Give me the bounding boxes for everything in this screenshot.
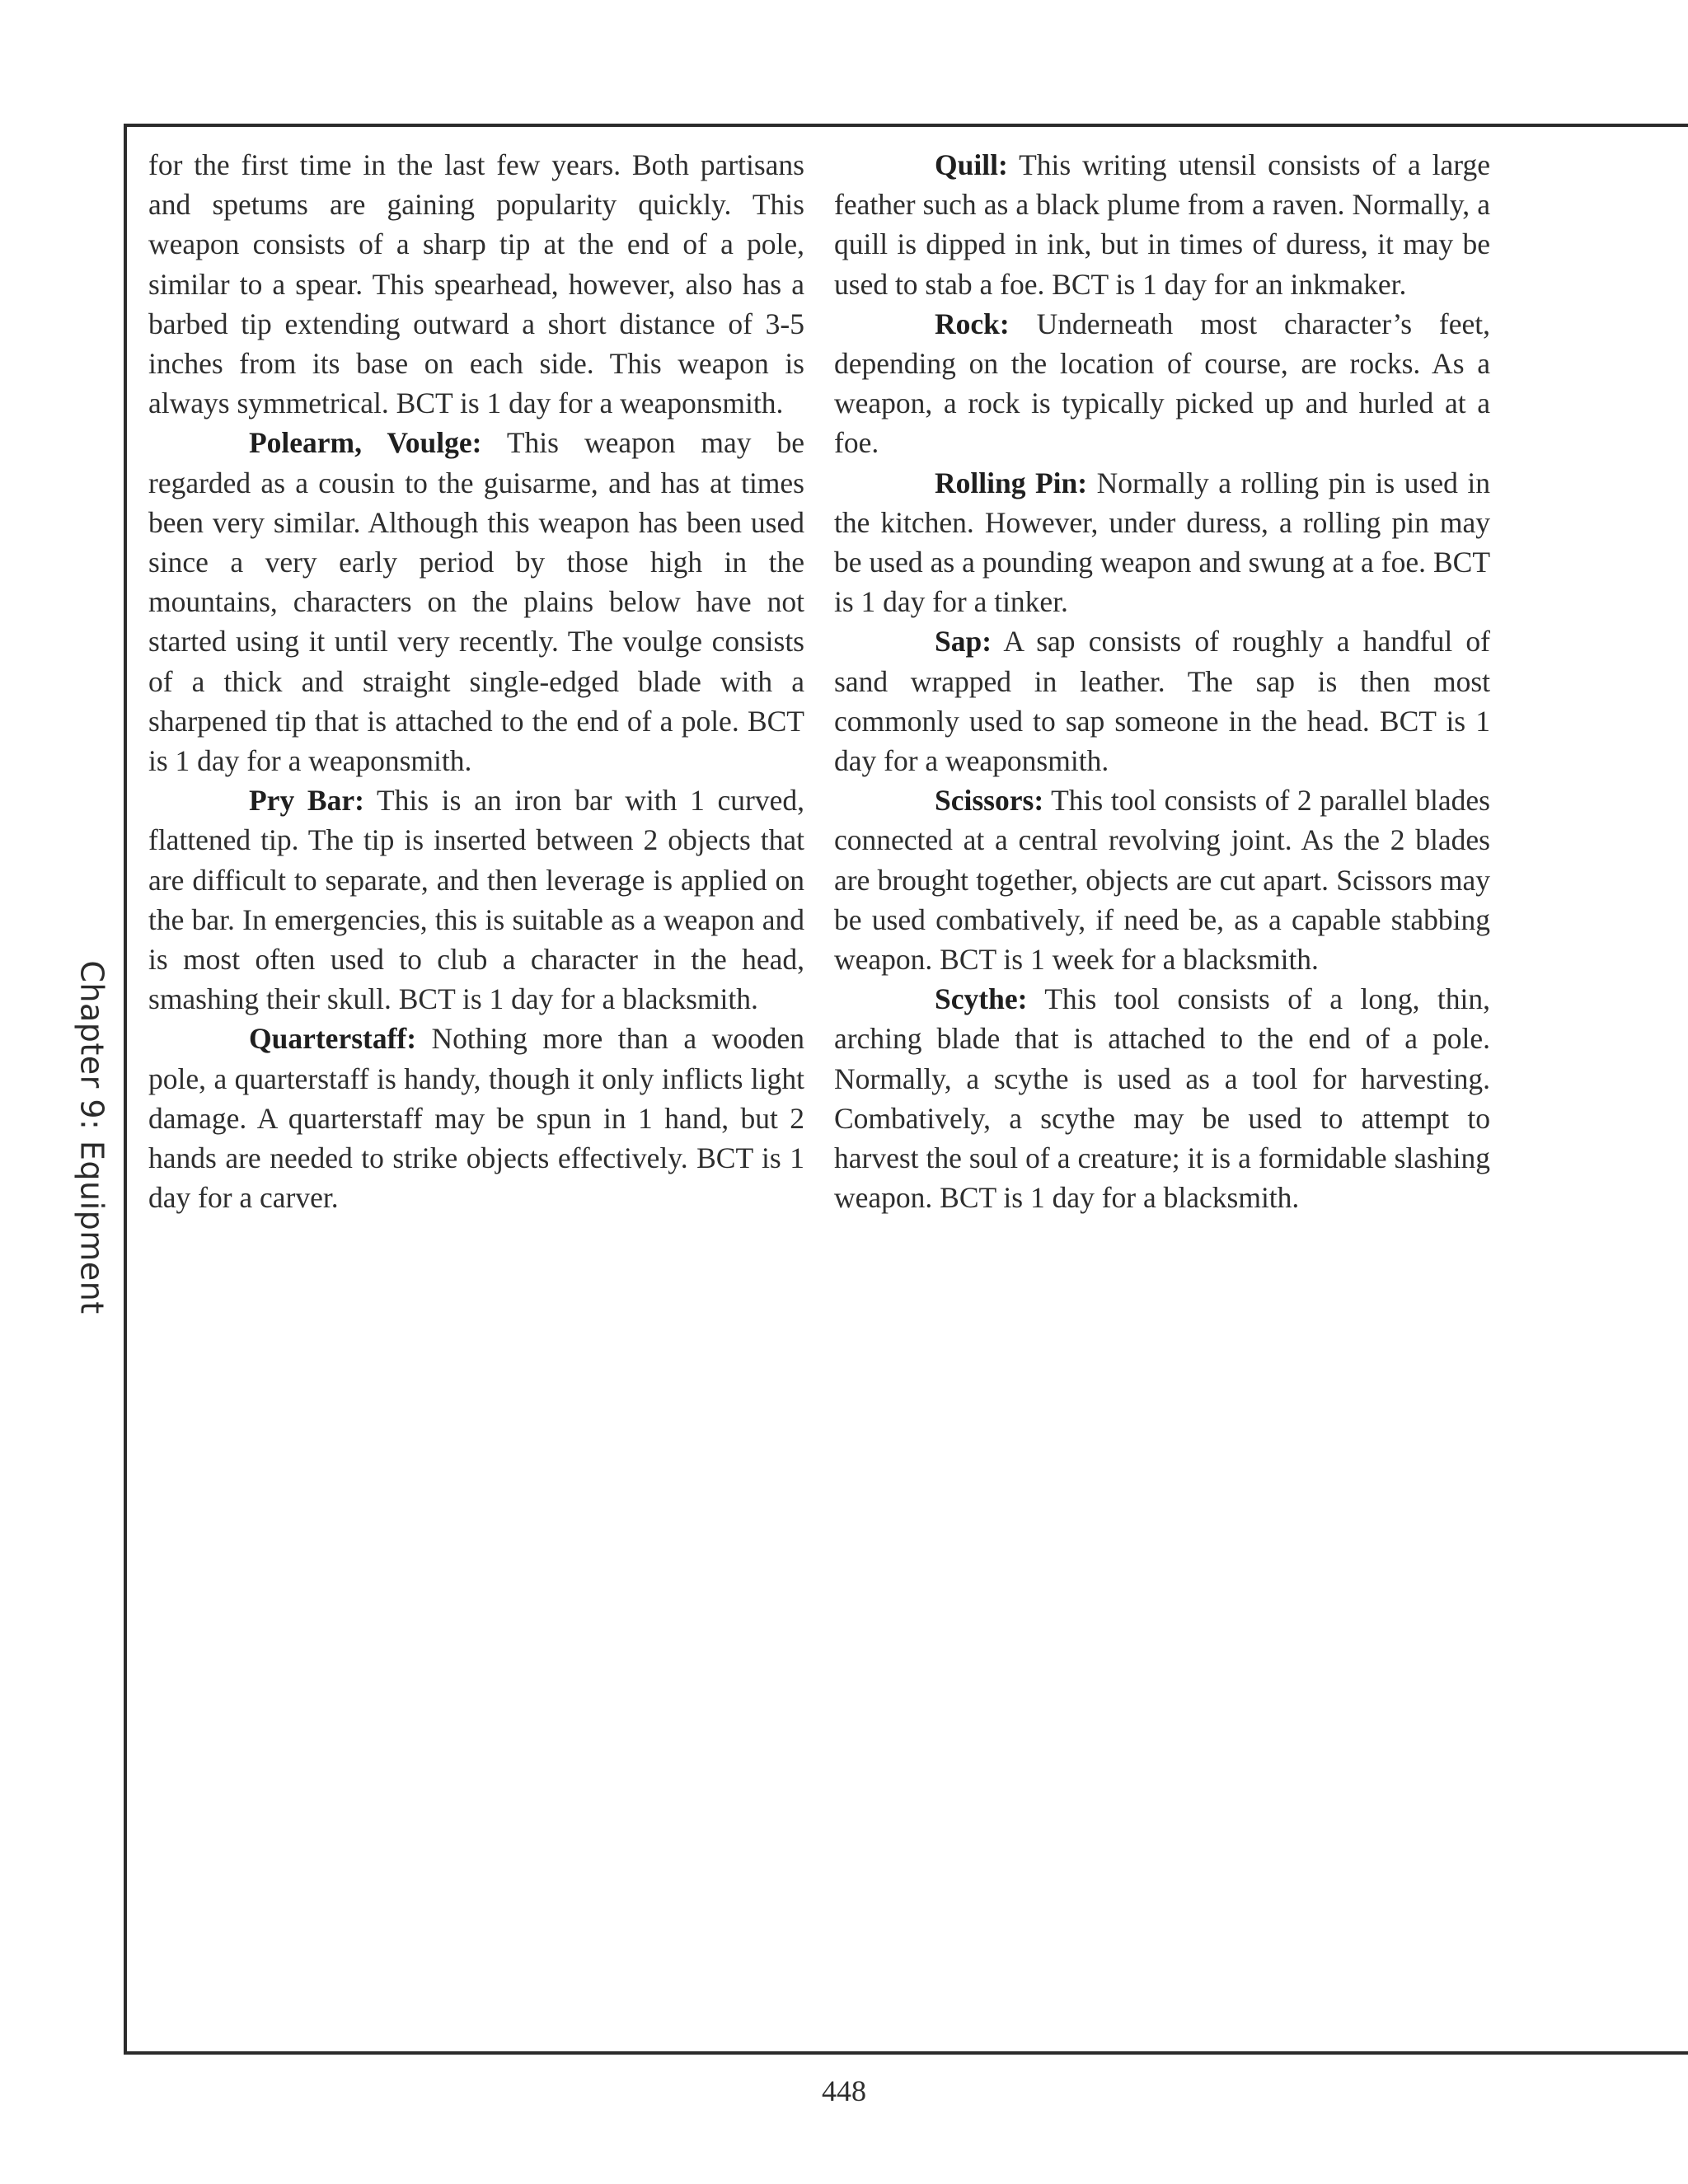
right-column [834, 145, 1490, 1217]
entry-term: Quarterstaff: [249, 1022, 417, 1056]
entry-rock [834, 304, 1490, 463]
chapter-tab [74, 915, 110, 1360]
entry-polearm-voulge [148, 423, 804, 780]
entry-sap [834, 621, 1490, 780]
entry-pry-bar [148, 780, 804, 1019]
entry-text: Normally a rolling pin is used in the kitchen. However, under duress, a rolling pin may be used as a pounding weapon and swung at a foe. BCT is 1 day for a tinker. [834, 466, 1490, 619]
entry-text: This tool consists of 2 parallel blades connected at a central revolving joint. As the 2 blades are brought together, objects are cut apart. Scissors may be used combatively, if need be, as a capable stabbing weapon. BCT is 1 week for a blacksmith. [834, 784, 1490, 977]
entry-text: This writing utensil consists of a large feather such as a black plume from a raven. Normally, a quill is dipped in ink, but in times of duress, it may be used to stab a foe. BCT is 1 day for an inkmaker. [834, 148, 1490, 301]
entry-scissors [834, 780, 1490, 979]
continuation-paragraph: for the first time in the last few years. Both partisans and spetums are gaining popularity quickly. This weapon consists of a sharp tip at the end of a pole, similar to a spear. This spearhead, however, also has a barbed tip extending outward a short distance of 3-5 inches from its base on each side. This weapon is always symmetrical. BCT is 1 day for a weaponsmith. [148, 148, 804, 420]
left-column [148, 145, 804, 1217]
entry-term: Polearm, Voulge: [249, 426, 482, 460]
entry-quill [834, 145, 1490, 304]
entry-scythe [834, 979, 1490, 1217]
entry-text: Underneath most character’s feet, depending on the location of course, are rocks. As a weapon, a rock is typically picked up and hurled at a foe. [834, 307, 1490, 460]
entry-term: Quill: [935, 148, 1008, 181]
page-number: 448 [822, 2074, 866, 2107]
entry-text: Nothing more than a wooden pole, a quarterstaff is handy, though it only inflicts light damage. A quarterstaff may be spun in 1 hand, but 2 hands are needed to strike objects effectively. BCT is 1 day for a carver. [148, 1022, 804, 1215]
chapter-tab-label: Chapter 9: Equipment [74, 960, 110, 1315]
entry-term: Scissors: [935, 784, 1044, 818]
entry-term: Pry Bar: [249, 784, 364, 818]
entry-rolling-pin [834, 463, 1490, 622]
entry-text: This weapon may be regarded as a cousin to the guisarme, and has at times been very similar. Although this weapon has been used since a very early period by those high in the mountains, characters on the plains below have not started using it until very recently. The voulge consists of a thick and straight single-edged blade with a sharpened tip that is attached to the end of a pole. BCT is 1 day for a weaponsmith. [148, 426, 805, 778]
entry-text: This tool consists of a long, thin, arching blade that is attached to the end of a pole. Normally, a scythe is used as a tool for harvesting. Combatively, a scythe may be used to attempt to harvest the soul of a creature; it is a formidable slashing weapon. BCT is 1 day for a blacksmith. [834, 982, 1490, 1215]
entry-term: Sap: [935, 625, 992, 658]
entry-term: Rolling Pin: [935, 466, 1088, 499]
entry-term: Rock: [935, 307, 1010, 340]
entry-text: This is an iron bar with 1 curved, flattened tip. The tip is inserted between 2 objects that are difficult to separate, and then leverage is applied on the bar. In emergencies, this is suitable as a weapon and is most often used to club a character in the head, smashing their skull. BCT is 1 day for a blacksmith. [148, 784, 804, 1016]
entry-quarterstaff [148, 1019, 804, 1217]
entry-term: Scythe: [935, 982, 1028, 1016]
entry-text: A sap consists of roughly a handful of sand wrapped in leather. The sap is then most commonly used to sap someone in the head. BCT is 1 day for a weaponsmith. [834, 625, 1490, 778]
